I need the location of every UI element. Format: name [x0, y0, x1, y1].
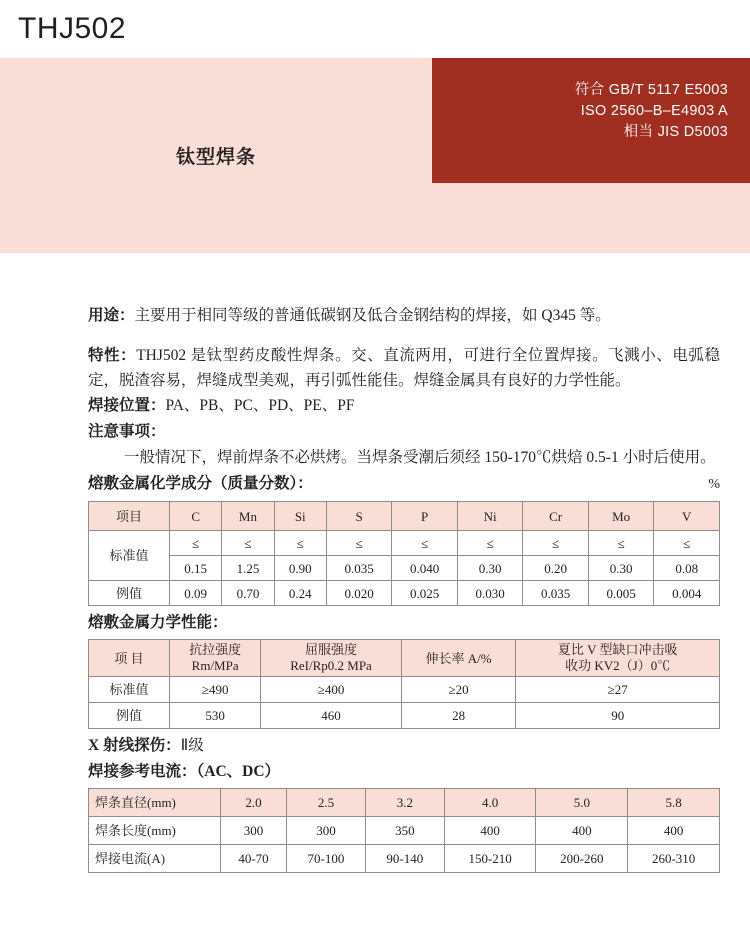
chem-ex-mn: 0.70 — [222, 581, 274, 606]
current-amp-3: 90-140 — [365, 845, 444, 873]
chem-le-mn: ≤ — [222, 531, 274, 556]
chem-col-mn: Mn — [222, 502, 274, 531]
mechanical-properties-table — [88, 639, 720, 729]
use-text: 主要用于相同等级的普通低碳钢及低合金钢结构的焊接，如 Q345 等。 — [134, 306, 611, 324]
chem-ex-mo: 0.005 — [588, 581, 654, 606]
chem-section-head — [88, 471, 720, 498]
current-dia-3: 3.2 — [365, 789, 444, 817]
chem-col-si: Si — [274, 502, 326, 531]
chem-ex-si: 0.24 — [274, 581, 326, 606]
chem-ex-c: 0.09 — [170, 581, 222, 606]
chem-std-mn: 1.25 — [222, 556, 274, 581]
mech-std-tensile: ≥490 — [170, 677, 261, 703]
feature-text: THJ502 是钛型药皮酸性焊条。交、直流两用，可进行全位置焊接。飞溅小、电弧稳定，脱渣容易，焊缝成型美观，再引弧性能佳。焊缝金属具有良好的力学性能。 — [88, 347, 720, 389]
chem-le-s: ≤ — [326, 531, 392, 556]
current-amp-4: 150-210 — [444, 845, 536, 873]
product-banner — [0, 58, 750, 253]
table-header-row — [89, 502, 720, 531]
chem-col-v: V — [654, 502, 720, 531]
xray-row — [88, 733, 720, 759]
table-row — [89, 581, 720, 606]
current-len-3: 350 — [365, 817, 444, 845]
chem-row-label-standard: 标准值 — [89, 531, 170, 581]
page-header — [0, 0, 750, 58]
current-len-2: 300 — [287, 817, 366, 845]
mech-col-elongation: 伸长率 A/% — [401, 640, 516, 677]
mech-ex-elongation: 28 — [401, 703, 516, 729]
mech-col-impact — [516, 640, 720, 677]
welding-current-table — [88, 788, 720, 873]
chem-ex-s: 0.020 — [326, 581, 392, 606]
mech-std-elongation: ≥20 — [401, 677, 516, 703]
page-title: THJ502 — [18, 12, 127, 45]
chem-col-ni: Ni — [457, 502, 523, 531]
mech-ex-impact: 90 — [516, 703, 720, 729]
chem-col-c: C — [170, 502, 222, 531]
current-len-6: 400 — [628, 817, 720, 845]
chem-col-cr: Cr — [523, 502, 589, 531]
chem-row-label-header: 项目 — [89, 502, 170, 531]
standards-box — [432, 58, 750, 183]
product-type-text: 钛型焊条 — [175, 147, 256, 168]
chem-col-s: S — [326, 502, 392, 531]
chem-le-v: ≤ — [654, 531, 720, 556]
document-content — [0, 253, 750, 873]
xray-label: X 射线探伤： — [88, 737, 181, 754]
chem-le-ni: ≤ — [457, 531, 523, 556]
feature-label: 特性： — [88, 347, 137, 364]
product-type-label — [0, 58, 432, 253]
chem-std-cr: 0.20 — [523, 556, 589, 581]
notes-text: 一般情况下，焊前焊条不必烘烤。当焊条受潮后须经 150-170℃烘焙 0.5-1 小时后使用。 — [124, 449, 716, 466]
use-label: 用途： — [88, 306, 135, 324]
chem-col-mo: Mo — [588, 502, 654, 531]
chem-col-p: P — [392, 502, 458, 531]
table-header-row — [89, 789, 720, 817]
current-dia-4: 4.0 — [444, 789, 536, 817]
current-dia-1: 2.0 — [221, 789, 287, 817]
current-row-label-length: 焊条长度(mm) — [89, 817, 221, 845]
current-amp-6: 260-310 — [628, 845, 720, 873]
current-len-1: 300 — [221, 817, 287, 845]
table-row — [89, 677, 720, 703]
current-amp-5: 200-260 — [536, 845, 628, 873]
mech-col-tensile-top: 抗拉强度 — [189, 642, 242, 657]
chem-ex-cr: 0.035 — [523, 581, 589, 606]
xray-value: Ⅱ级 — [180, 737, 204, 754]
mech-title: 熔敷金属力学性能： — [88, 614, 228, 631]
notes-label: 注意事项： — [88, 423, 166, 440]
mech-col-yield-top: 屈服强度 — [305, 642, 358, 657]
table-row — [89, 556, 720, 581]
mech-row-label-standard: 标准值 — [89, 677, 170, 703]
current-len-4: 400 — [444, 817, 536, 845]
current-dia-2: 2.5 — [287, 789, 366, 817]
mech-ex-tensile: 530 — [170, 703, 261, 729]
chem-std-s: 0.035 — [326, 556, 392, 581]
current-row-label-diameter: 焊条直径(mm) — [89, 789, 221, 817]
mech-std-yield: ≥400 — [261, 677, 401, 703]
current-amp-2: 70-100 — [287, 845, 366, 873]
current-dia-6: 5.8 — [628, 789, 720, 817]
current-len-5: 400 — [536, 817, 628, 845]
chem-ex-p: 0.025 — [392, 581, 458, 606]
mech-ex-yield: 460 — [261, 703, 401, 729]
mech-col-yield-bottom: ReI/Rp0.2 MPa — [290, 658, 372, 673]
chem-std-si: 0.90 — [274, 556, 326, 581]
welding-position-row — [88, 393, 720, 419]
mech-col-tensile — [170, 640, 261, 677]
chem-std-c: 0.15 — [170, 556, 222, 581]
mech-row-label-header: 项 目 — [89, 640, 170, 677]
mech-row-label-example: 例值 — [89, 703, 170, 729]
chem-le-mo: ≤ — [588, 531, 654, 556]
use-paragraph — [88, 303, 720, 328]
chem-title: 熔敷金属化学成分（质量分数）： — [88, 475, 313, 492]
chem-unit: % — [708, 477, 720, 492]
table-row — [89, 845, 720, 873]
current-row-label-amps: 焊接电流(A) — [89, 845, 221, 873]
chemical-composition-table — [88, 501, 720, 606]
chem-le-c: ≤ — [170, 531, 222, 556]
mech-col-tensile-bottom: Rm/MPa — [191, 658, 239, 673]
current-title: 焊接参考电流：（AC、DC） — [88, 763, 281, 780]
chem-std-v: 0.08 — [654, 556, 720, 581]
chem-std-p: 0.040 — [392, 556, 458, 581]
mech-col-yield — [261, 640, 401, 677]
standard-line-1: 符合 GB/T 5117 E5003 — [574, 82, 728, 98]
mech-col-impact-bottom: 收功 KV2（J）0℃ — [565, 658, 671, 673]
current-amp-1: 40-70 — [221, 845, 287, 873]
chem-limit-symbol-row — [89, 531, 720, 556]
welding-position-value: PA、PB、PC、PD、PE、PF — [165, 397, 355, 414]
mech-col-impact-top: 夏比 V 型缺口冲击吸 — [557, 642, 678, 657]
chem-ex-ni: 0.030 — [457, 581, 523, 606]
table-row — [89, 703, 720, 729]
mech-std-impact: ≥27 — [516, 677, 720, 703]
chem-le-p: ≤ — [392, 531, 458, 556]
chem-ex-v: 0.004 — [654, 581, 720, 606]
table-header-row — [89, 640, 720, 677]
welding-position-label: 焊接位置： — [88, 397, 166, 414]
table-row — [89, 817, 720, 845]
chem-row-label-example: 例值 — [89, 581, 170, 606]
chem-le-cr: ≤ — [523, 531, 589, 556]
chem-std-ni: 0.30 — [457, 556, 523, 581]
chem-std-mo: 0.30 — [588, 556, 654, 581]
chem-le-si: ≤ — [274, 531, 326, 556]
current-dia-5: 5.0 — [536, 789, 628, 817]
standard-line-2: ISO 2560–B–E4903 A — [580, 103, 728, 119]
feature-paragraph — [88, 343, 720, 393]
standard-line-3: 相当 JIS D5003 — [623, 124, 728, 140]
